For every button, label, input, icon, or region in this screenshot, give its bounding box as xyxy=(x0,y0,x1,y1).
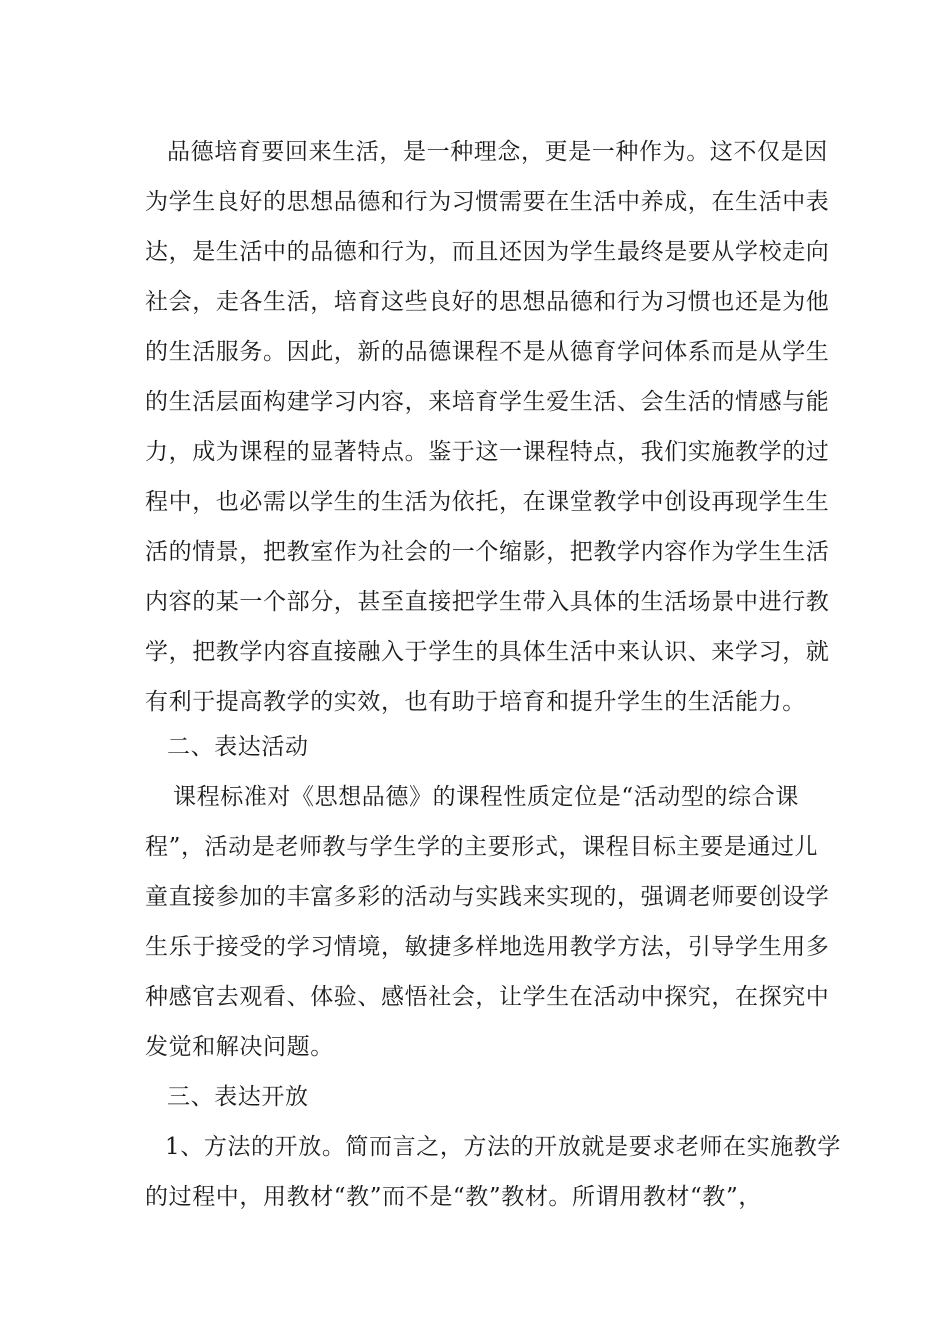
paragraph-line: 为学生良好的思想品德和行为习惯需要在生活中养成，在生活中表 xyxy=(145,189,830,215)
paragraph-line: 社会，走各生活，培育这些良好的思想品德和行为习惯也还是为他 xyxy=(145,289,830,315)
paragraph-line: 生乐于接受的学习情境，敏捷多样地选用教学方法，引导学生用多 xyxy=(145,934,830,960)
paragraph-line: 发觉和解决问题。 xyxy=(145,1034,334,1060)
paragraph-line: 活的情景，把教室作为社会的一个缩影，把教学内容作为学生生活 xyxy=(145,539,830,565)
paragraph-line: 童直接参加的丰富多彩的活动与实践来实现的，强调老师要创设学 xyxy=(145,884,830,910)
paragraph-line: 的生活服务。因此，新的品德课程不是从德育学问体系而是从学生 xyxy=(145,339,830,365)
paragraph-activity-course xyxy=(145,772,830,1072)
paragraph-line: 内容的某一个部分，甚至直接把学生带入具体的生活场景中进行教 xyxy=(145,589,830,615)
paragraph-line: 力，成为课程的显著特点。鉴于这一课程特点，我们实施教学的过 xyxy=(145,439,830,465)
paragraph-life-based-moral-education xyxy=(145,127,830,727)
paragraph-line: 程中，也必需以学生的生活为依托，在课堂教学中创设再现学生生 xyxy=(145,489,830,515)
section-heading-activity xyxy=(145,722,810,772)
heading-text: 二、表达活动 xyxy=(167,734,309,760)
paragraph-line: 种感官去观看、体验、感悟社会，让学生在活动中探究，在探究中 xyxy=(145,984,830,1010)
paragraph-line: 有利于提高教学的实效，也有助于培育和提升学生的生活能力。 xyxy=(145,689,806,715)
paragraph-line: 课程标准对《思想品德》的课程性质定位是“活动型的综合课 xyxy=(173,784,799,810)
paragraph-line: 程”，活动是老师教与学生学的主要形式，课程目标主要是通过儿 xyxy=(145,834,819,860)
paragraph-line: 的过程中，用教材“教”而不是“教”教材。所谓用教材“教”， xyxy=(145,1184,762,1210)
paragraph-line: 品德培育要回来生活，是一种理念，更是一种作为。这不仅是因 xyxy=(167,139,828,165)
section-heading-openness xyxy=(145,1072,810,1122)
paragraph-method-openness xyxy=(145,1122,842,1222)
paragraph-line: 学，把教学内容直接融入于学生的具体生活中来认识、来学习，就 xyxy=(145,639,830,665)
paragraph-line: 的生活层面构建学习内容，来培育学生爱生活、会生活的情感与能 xyxy=(145,389,830,415)
paragraph-line: 1、方法的开放。简而言之，方法的开放就是要求老师在实施教学 xyxy=(165,1134,842,1160)
paragraph-line: 达，是生活中的品德和行为，而且还因为学生最终是要从学校走向 xyxy=(145,239,830,265)
heading-text: 三、表达开放 xyxy=(167,1084,309,1110)
